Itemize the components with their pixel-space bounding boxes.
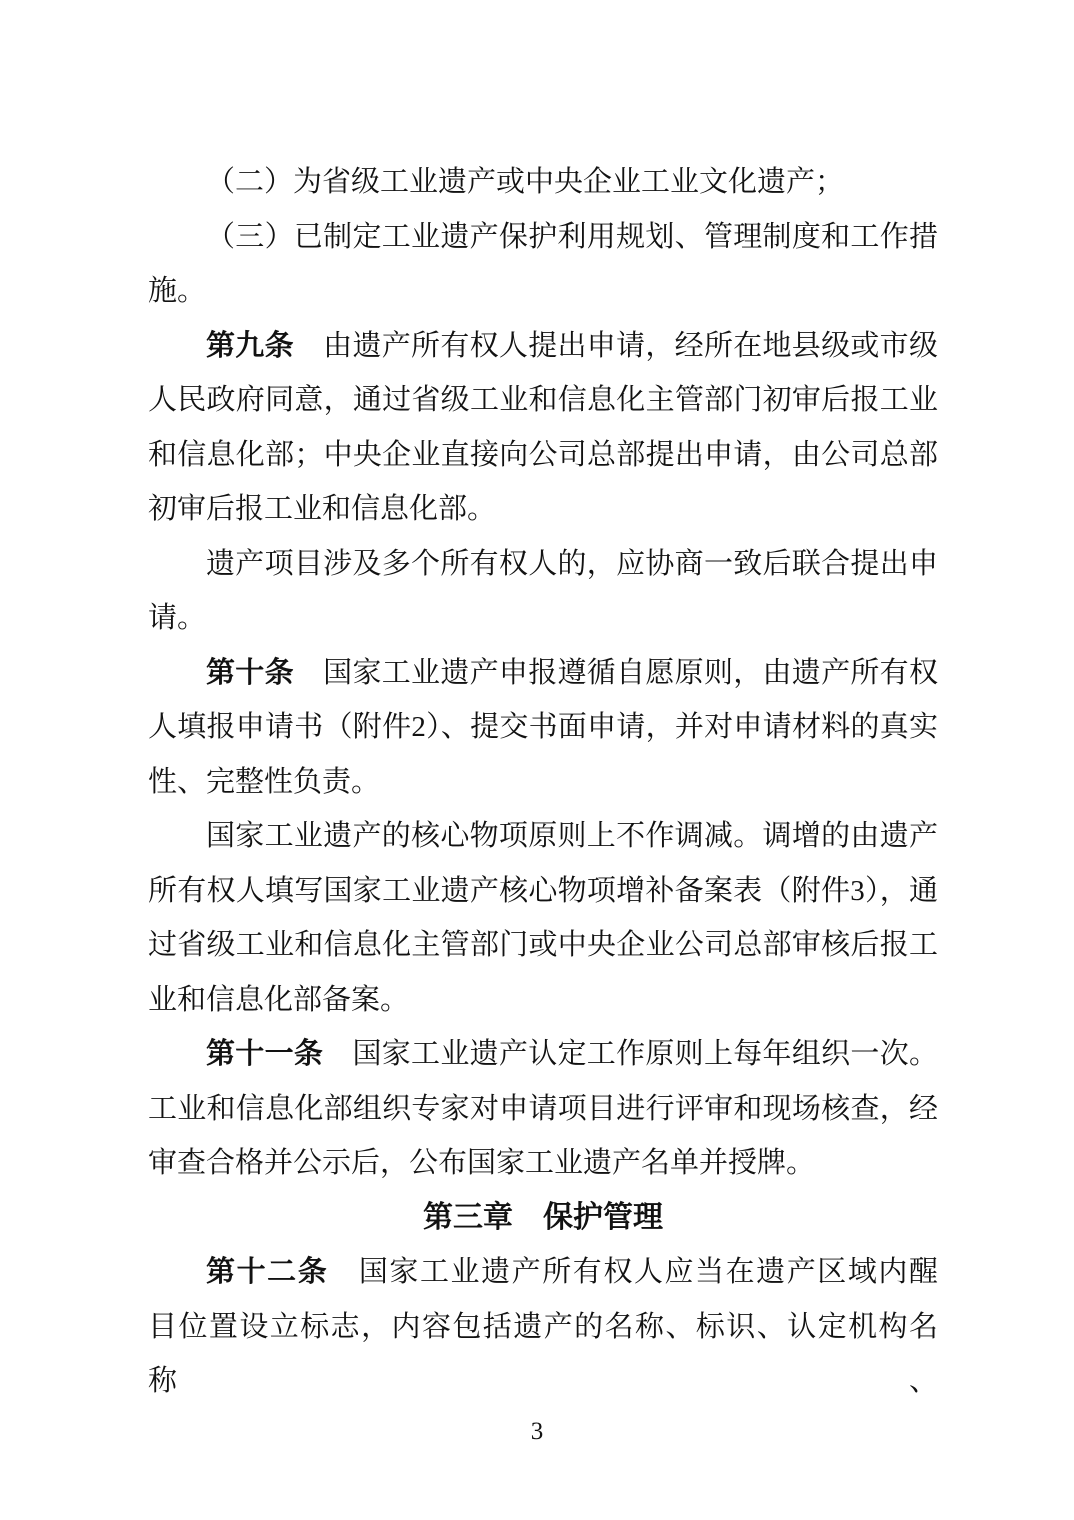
text-line [148, 264, 938, 319]
line-text: 由遗产所有权人提出申请，经所在地县级或市级 [293, 329, 938, 362]
line-text: 国家工业遗产申报遵循自愿原则，由遗产所有权 [293, 656, 938, 689]
text-line [148, 755, 938, 810]
text-line [148, 482, 938, 537]
text-line [148, 428, 938, 483]
text-line [148, 319, 938, 374]
text-line [148, 537, 938, 592]
line-text: 国家工业遗产所有权人应当在遗产区域内醒 [328, 1256, 938, 1288]
line-text: 施。 [148, 275, 207, 307]
text-line [148, 973, 938, 1028]
text-line [148, 1136, 938, 1191]
text-line [148, 591, 938, 646]
text-line [148, 1300, 938, 1397]
text-line [148, 373, 938, 428]
line-text: 人填报申请书（附件2）、提交书面申请，并对申请材料的真实 [148, 711, 938, 743]
line-text: 人民政府同意，通过省级工业和信息化主管部门初审后报工业 [148, 384, 938, 416]
article-number: 第十二条 [206, 1256, 329, 1288]
text-line [148, 1245, 938, 1300]
article-number: 第十条 [206, 656, 294, 689]
line-text: 所有权人填写国家工业遗产核心物项增补备案表（附件3），通 [148, 874, 938, 907]
line-text: 国家工业遗产的核心物项原则上不作调减。调增的由遗产 [206, 820, 938, 852]
line-text: 初审后报工业和信息化部。 [148, 493, 497, 525]
text-line [148, 1082, 938, 1137]
page-number: 3 [530, 1418, 544, 1445]
article-number: 第十一条 [206, 1038, 324, 1070]
line-text: 审查合格并公示后，公布国家工业遗产名单并授牌。 [148, 1147, 816, 1179]
line-text: 国家工业遗产认定工作原则上每年组织一次。 [323, 1038, 938, 1070]
text-line [148, 155, 938, 210]
article-number: 第九条 [206, 329, 294, 362]
text-line [148, 918, 938, 973]
text-line [148, 646, 938, 701]
chapter-heading [148, 1191, 938, 1246]
text-line [148, 809, 938, 864]
text-line [148, 210, 938, 265]
line-text: 业和信息化部备案。 [148, 983, 410, 1016]
text-line [148, 700, 938, 755]
line-text: （二）为省级工业遗产或中央企业工业文化遗产； [206, 166, 845, 198]
line-text: 遗产项目涉及多个所有权人的，应协商一致后联合提出申 [206, 547, 938, 580]
text-line [148, 1027, 938, 1082]
chapter-heading-text: 第三章 保护管理 [423, 1200, 663, 1234]
line-text: 请。 [148, 602, 207, 634]
line-text: （三）已制定工业遗产保护利用规划、管理制度和工作措 [206, 220, 938, 253]
text-line [148, 864, 938, 919]
line-text: 目位置设立标志，内容包括遗产的名称、标识、认定机构名称、 [148, 1310, 938, 1397]
document-body [148, 155, 938, 1397]
line-text: 过省级工业和信息化主管部门或中央企业公司总部审核后报工 [148, 929, 938, 961]
line-text: 性、完整性负责。 [148, 765, 381, 798]
line-text: 工业和信息化部组织专家对申请项目进行评审和现场核查，经 [148, 1092, 938, 1125]
line-text: 和信息化部；中央企业直接向公司总部提出申请，由公司总部 [148, 438, 938, 471]
